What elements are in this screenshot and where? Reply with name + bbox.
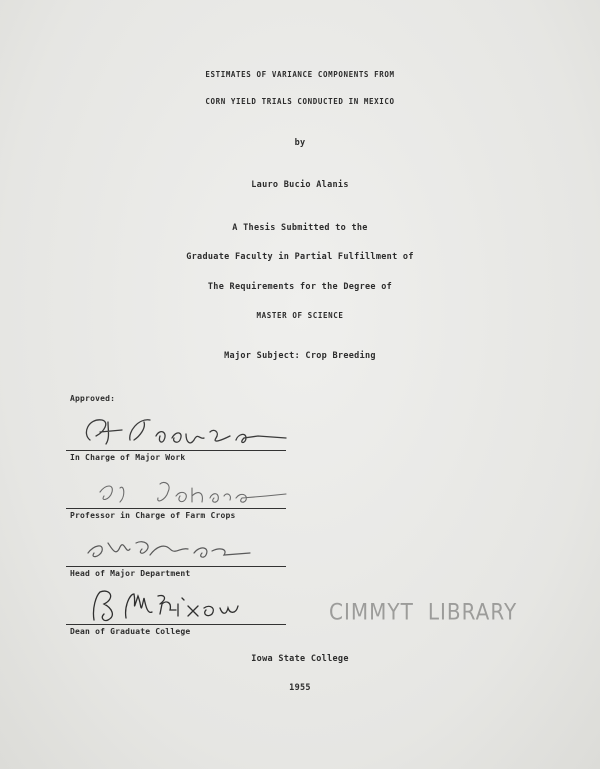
role-farm-crops: Professor in Charge of Farm Crops — [70, 511, 236, 520]
submission-line-2: Graduate Faculty in Partial Fulfillment of — [186, 252, 414, 262]
signature-line-4 — [66, 624, 286, 625]
role-graduate-dean: Dean of Graduate College — [70, 627, 191, 636]
signature-line-3 — [66, 566, 286, 567]
author-name: Lauro Bucio Alanis — [251, 180, 349, 190]
title-line-2: CORN YIELD TRIALS CONDUCTED IN MEXICO — [205, 97, 395, 106]
signature-line-1 — [66, 450, 286, 451]
submission-line-3: The Requirements for the Degree of — [207, 282, 393, 292]
role-department-head: Head of Major Department — [70, 569, 191, 578]
signature-sprague — [60, 410, 300, 454]
library-stamp — [329, 599, 517, 625]
signature-pierre — [60, 527, 300, 571]
title-line-1: ESTIMATES OF VARIANCE COMPONENTS FROM — [205, 70, 395, 79]
signature-hixon — [60, 584, 300, 628]
stamp-word-1: CIMMYT — [329, 598, 414, 626]
by-label: by — [294, 138, 306, 148]
approved-label: Approved: — [70, 394, 116, 403]
stamp-word-2: LIBRARY — [427, 598, 518, 626]
major-subject: Major Subject: Crop Breeding — [224, 351, 376, 361]
degree-name: MASTER OF SCIENCE — [256, 311, 344, 320]
year: 1955 — [289, 683, 311, 693]
submission-line-1: A Thesis Submitted to the — [232, 223, 368, 233]
role-major-work: In Charge of Major Work — [70, 453, 186, 462]
signature-line-2 — [66, 508, 286, 509]
institution-name: Iowa State College — [251, 654, 349, 664]
